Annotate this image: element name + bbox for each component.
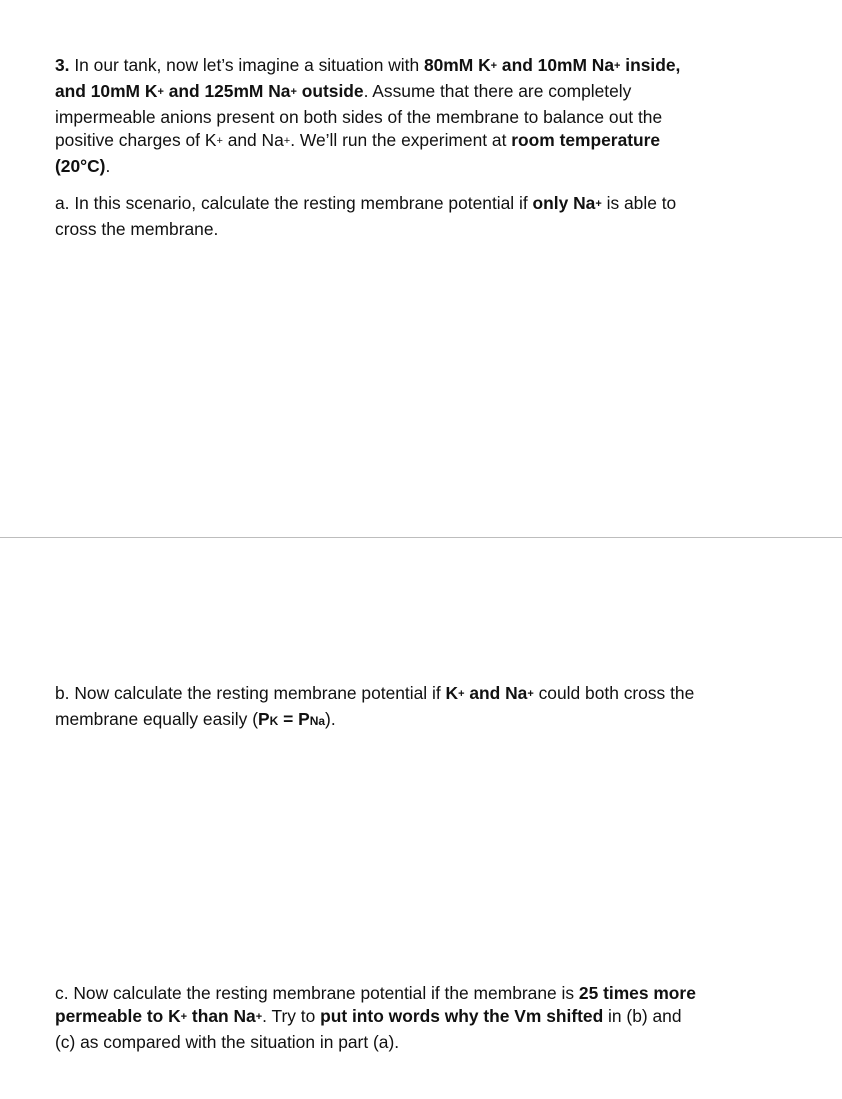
plus-superscript: + [490,60,498,72]
plus-superscript: + [290,86,297,98]
part-b [55,682,694,733]
plus-superscript: + [216,135,223,147]
part-a-line-1: a. In this scenario, calculate the resting membrane potential if only Na+ is able to [55,193,677,213]
plus-superscript: + [157,86,164,98]
part-c-line-3: (c) as compared with the situation in part (a). [55,1032,400,1052]
part-c-line-2: permeable to K+ than Na+. Try to put into words why the Vm shifted in (b) and [55,1006,682,1026]
plus-superscript: + [614,60,621,72]
part-c [55,982,696,1054]
plus-superscript: + [283,135,291,147]
part-b-line-2: membrane equally easily (PK = PNa). [55,709,336,729]
q3-line-5: (20°C). [55,156,111,176]
q3-line-1: 3. In our tank, now let’s imagine a situation with 80mM K+ and 10mM Na+ inside, [55,55,681,75]
plus-superscript: + [527,688,534,700]
plus-superscript: + [595,198,602,210]
part-a [55,192,676,241]
q3-line-3: impermeable anions present on both sides of the membrane to balance out the [55,107,663,127]
part-b-line-1: b. Now calculate the resting membrane potential if K+ and Na+ could both cross the [55,683,695,703]
question-3 [55,54,680,178]
part-a-line-2: cross the membrane. [55,219,219,239]
page-divider [0,537,842,538]
part-c-line-1: c. Now calculate the resting membrane potential if the membrane is 25 times more [55,983,696,1003]
q3-line-2: and 10mM K+ and 125mM Na+ outside. Assume that there are completely [55,81,632,101]
question-number: 3. [55,55,70,75]
q3-line-4: positive charges of K+ and Na+. We’ll run the experiment at room temperature [55,130,661,150]
plus-superscript: + [255,1011,263,1023]
plus-superscript: + [180,1011,188,1023]
plus-superscript: + [458,688,465,700]
